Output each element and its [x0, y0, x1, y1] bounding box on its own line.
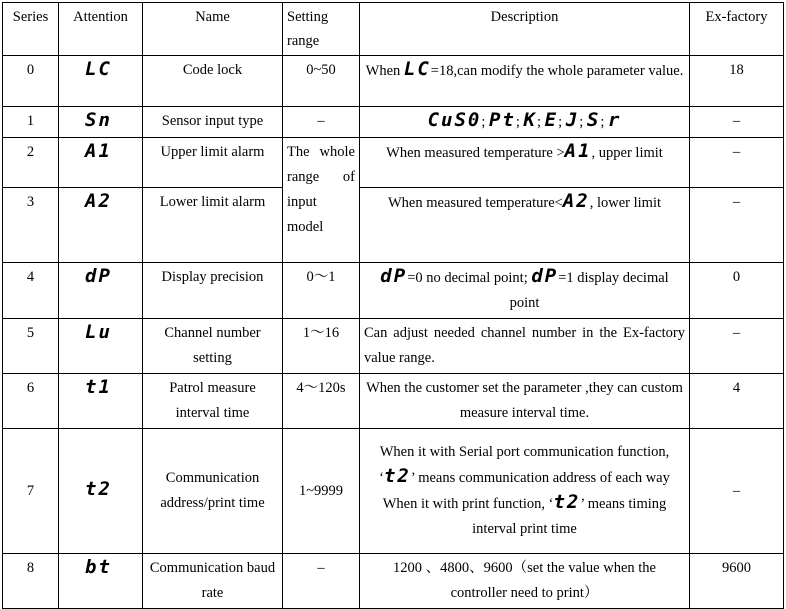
header-row	[3, 3, 784, 56]
name-cell: Code lock	[143, 56, 283, 107]
range-cell: The whole range of input model	[283, 138, 360, 263]
range-cell: 1～16	[283, 319, 360, 374]
name-cell: Display precision	[143, 263, 283, 319]
range-cell: –	[283, 554, 360, 609]
segment-code: J	[565, 109, 580, 131]
description-cell	[360, 374, 690, 429]
description-cell	[360, 107, 690, 138]
header-ex-factory: Ex-factory	[690, 3, 784, 56]
attention-code: dP	[59, 263, 143, 319]
attention-code: LC	[59, 56, 143, 107]
table-row	[3, 319, 784, 374]
header-setting-range: Setting range	[283, 3, 360, 56]
table-row	[3, 107, 784, 138]
segment-code: dP	[531, 265, 559, 287]
description-text: When measured temperature >	[386, 145, 565, 161]
factory-cell: –	[690, 107, 784, 138]
series-cell: 0	[3, 56, 59, 107]
table-row	[3, 263, 784, 319]
table-row	[3, 188, 784, 263]
header-series: Series	[3, 3, 59, 56]
description-cell	[360, 554, 690, 609]
range-cell: 1~9999	[283, 429, 360, 554]
segment-code: Pt	[488, 109, 516, 131]
description-text: When measured temperature<	[387, 195, 563, 211]
name-cell: Channel number setting	[143, 319, 283, 374]
table-row	[3, 429, 784, 554]
description-text: ;	[579, 114, 587, 130]
description-text: ;	[536, 114, 545, 130]
description-text: =0 no decimal point;	[407, 270, 532, 286]
attention-code: t2	[59, 429, 143, 554]
segment-code: r	[607, 109, 622, 131]
name-cell: Upper limit alarm	[143, 138, 283, 188]
header-name: Name	[143, 3, 283, 56]
range-cell: 0~50	[283, 56, 360, 107]
attention-code: t1	[59, 374, 143, 429]
factory-cell: –	[690, 319, 784, 374]
series-cell: 3	[3, 188, 59, 263]
series-cell: 8	[3, 554, 59, 609]
series-cell: 7	[3, 429, 59, 554]
description-cell	[360, 56, 690, 107]
name-cell: Lower limit alarm	[143, 188, 283, 263]
description-cell	[360, 188, 690, 263]
segment-code: dP	[380, 265, 408, 287]
description-text: =18,can modify the whole parameter value.	[430, 63, 684, 79]
description-text: 1200 、4800、9600（set the value when the controller need to print）	[393, 560, 656, 601]
factory-cell: 18	[690, 56, 784, 107]
description-text: , upper limit	[591, 145, 663, 161]
description-text: When	[365, 63, 404, 79]
table-row	[3, 374, 784, 429]
segment-code: t2	[553, 491, 581, 513]
description-text: ;	[558, 114, 566, 130]
attention-code: A1	[59, 138, 143, 188]
factory-cell: 0	[690, 263, 784, 319]
name-cell: Sensor input type	[143, 107, 283, 138]
name-cell: Communication baud rate	[143, 554, 283, 609]
description-text: ;	[481, 114, 489, 130]
segment-code: A2	[562, 190, 590, 212]
segment-code: CuS0	[427, 109, 482, 131]
series-cell: 1	[3, 107, 59, 138]
factory-cell: –	[690, 138, 784, 188]
description-text: When the customer set the parameter ,they can custom measure interval time.	[366, 380, 683, 421]
name-cell: Patrol measure interval time	[143, 374, 283, 429]
description-text: =1 display decimal point	[509, 270, 669, 311]
description-text: ;	[600, 114, 608, 130]
segment-code: LC	[403, 58, 431, 80]
description-cell	[360, 319, 690, 374]
table-row	[3, 56, 784, 107]
description-text: , lower limit	[589, 195, 662, 211]
description-text: When it with Serial port communication function, ‘	[379, 444, 670, 486]
description-cell	[360, 263, 690, 319]
attention-code: bt	[59, 554, 143, 609]
description-text: ;	[515, 114, 524, 130]
description-text: ’ means timing interval print time	[472, 496, 667, 537]
factory-cell: 4	[690, 374, 784, 429]
range-cell: –	[283, 107, 360, 138]
segment-code: S	[586, 109, 601, 131]
segment-code: A1	[564, 140, 592, 162]
attention-code: Sn	[59, 107, 143, 138]
series-cell: 2	[3, 138, 59, 188]
description-text: ’ means communication address of each way When it with print function, ‘	[382, 470, 670, 512]
attention-code: Lu	[59, 319, 143, 374]
factory-cell: –	[690, 188, 784, 263]
series-cell: 4	[3, 263, 59, 319]
description-text: Can adjust needed channel number in the Ex-factory value range.	[364, 325, 685, 366]
segment-code: E	[544, 109, 559, 131]
segment-code: K	[523, 109, 537, 131]
factory-cell: 9600	[690, 554, 784, 609]
header-description: Description	[360, 3, 690, 56]
name-cell: Communication address/print time	[143, 429, 283, 554]
range-cell: 0～1	[283, 263, 360, 319]
factory-cell: –	[690, 429, 784, 554]
header-attention: Attention	[59, 3, 143, 56]
range-cell: 4～120s	[283, 374, 360, 429]
attention-code: A2	[59, 188, 143, 263]
description-cell	[360, 429, 690, 554]
segment-code: t2	[383, 465, 411, 487]
table-row	[3, 138, 784, 188]
parameter-table	[2, 2, 784, 609]
series-cell: 5	[3, 319, 59, 374]
description-cell	[360, 138, 690, 188]
table-row	[3, 554, 784, 609]
series-cell: 6	[3, 374, 59, 429]
